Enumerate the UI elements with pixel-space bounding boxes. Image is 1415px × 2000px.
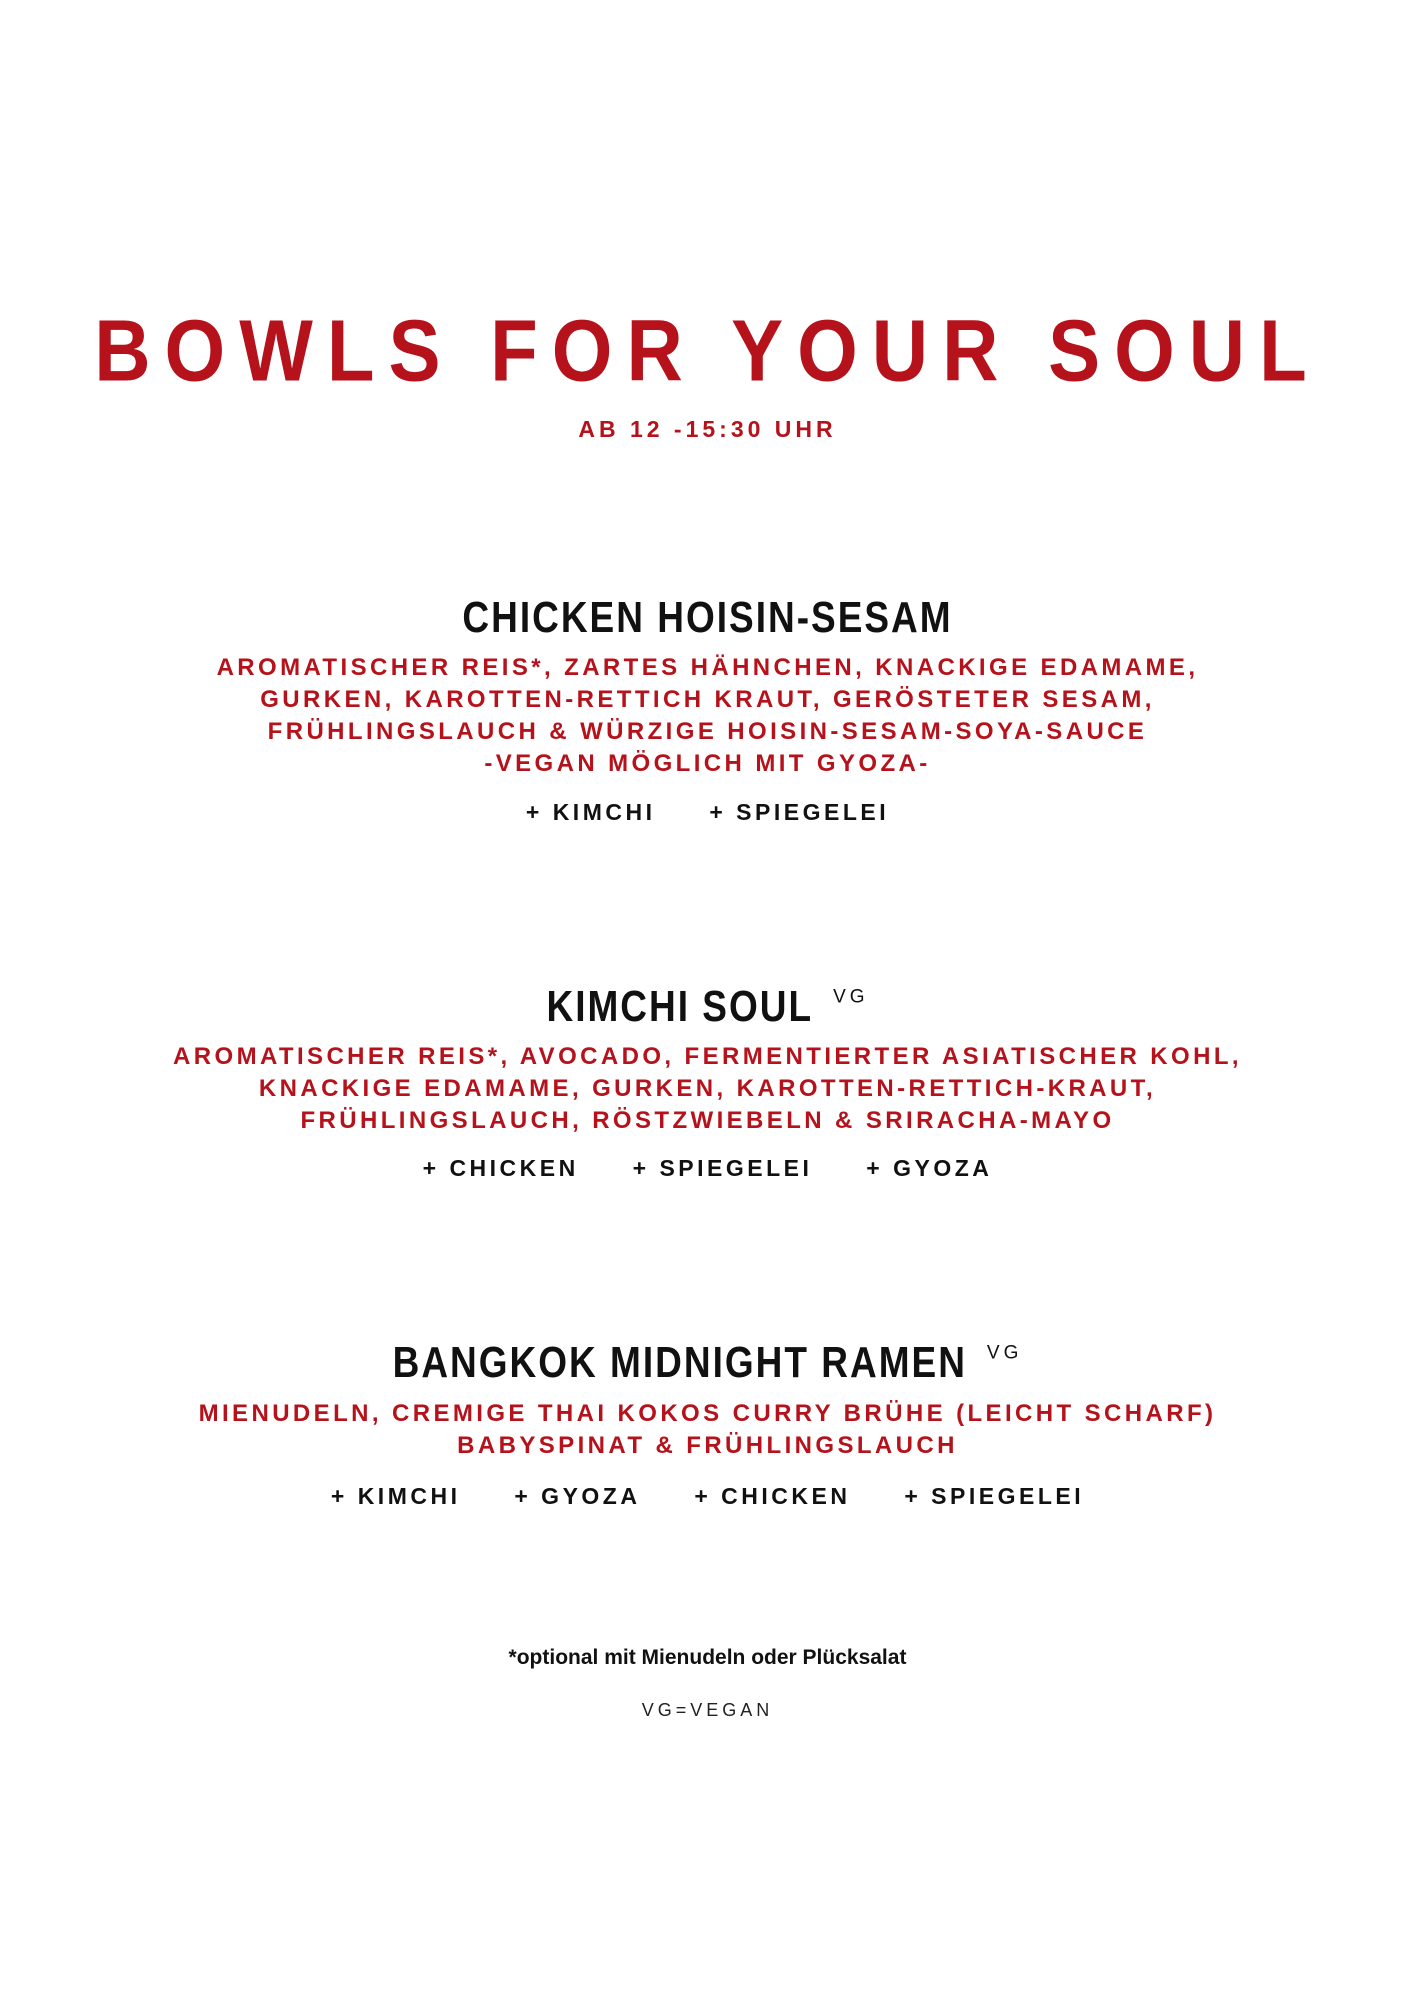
extra-option: + CHICKEN [694,1483,851,1509]
dish-name-kimchi-soul [0,981,1415,1036]
extra-option: + CHICKEN [422,1155,579,1181]
footnote: *optional mit Mienudeln oder Plücksalat [508,1646,907,1669]
description-line: KNACKIGE EDAMAME, GURKEN, KAROTTEN-RETTICH-KRAUT, [258,1075,1157,1102]
extra-option: + GYOZA [514,1483,641,1509]
dish-title: KIMCHI SOUL [546,982,814,1031]
extra-option: + SPIEGELEI [904,1483,1085,1509]
menu-title: BOWLS FOR YOUR SOUL [94,301,1321,400]
serving-hours: AB 12 -15:30 UHR [578,416,837,442]
description-line: MIENUDELN, CREMIGE THAI KOKOS CURRY BRÜHE (LEICHT SCHARF) [198,1400,1217,1427]
description-line: FRÜHLINGSLAUCH & WÜRZIGE HOISIN-SESAM-SOYA-SAUCE [267,718,1148,745]
dish-name-chicken-hoisin-sesam [0,592,1415,644]
dish-title: CHICKEN HOISIN-SESAM [462,593,953,642]
dish-title: BANGKOK MIDNIGHT RAMEN [392,1338,967,1387]
description-line: BABYSPINAT & FRÜHLINGSLAUCH [457,1432,958,1459]
extra-option: + GYOZA [866,1155,993,1181]
description-line: GURKEN, KAROTTEN-RETTICH KRAUT, GERÖSTETER SESAM, [260,686,1155,713]
dish-extras [0,1481,1415,1511]
dish-description [0,1398,1415,1462]
vegan-tag: VG [833,986,869,1008]
description-line: -VEGAN MÖGLICH MIT GYOZA- [484,750,931,777]
dish-description [0,1041,1415,1137]
description-line: AROMATISCHER REIS*, AVOCADO, FERMENTIERTER ASIATISCHER KOHL, [173,1043,1242,1070]
extra-option: + KIMCHI [330,1483,461,1509]
legend: VG=VEGAN [641,1700,774,1720]
dish-extras [0,1153,1415,1183]
extra-option: + SPIEGELEI [632,1155,813,1181]
description-line: AROMATISCHER REIS*, ZARTES HÄHNCHEN, KNACKIGE EDAMAME, [216,654,1199,681]
extra-option: + KIMCHI [525,799,656,825]
vegan-tag: VG [986,1342,1023,1364]
dish-extras [0,797,1415,827]
dish-name-bangkok-midnight-ramen [0,1337,1415,1392]
dish-description [0,652,1415,780]
extra-option: + SPIEGELEI [709,799,890,825]
description-line: FRÜHLINGSLAUCH, RÖSTZWIEBELN & SRIRACHA-MAYO [300,1107,1115,1134]
